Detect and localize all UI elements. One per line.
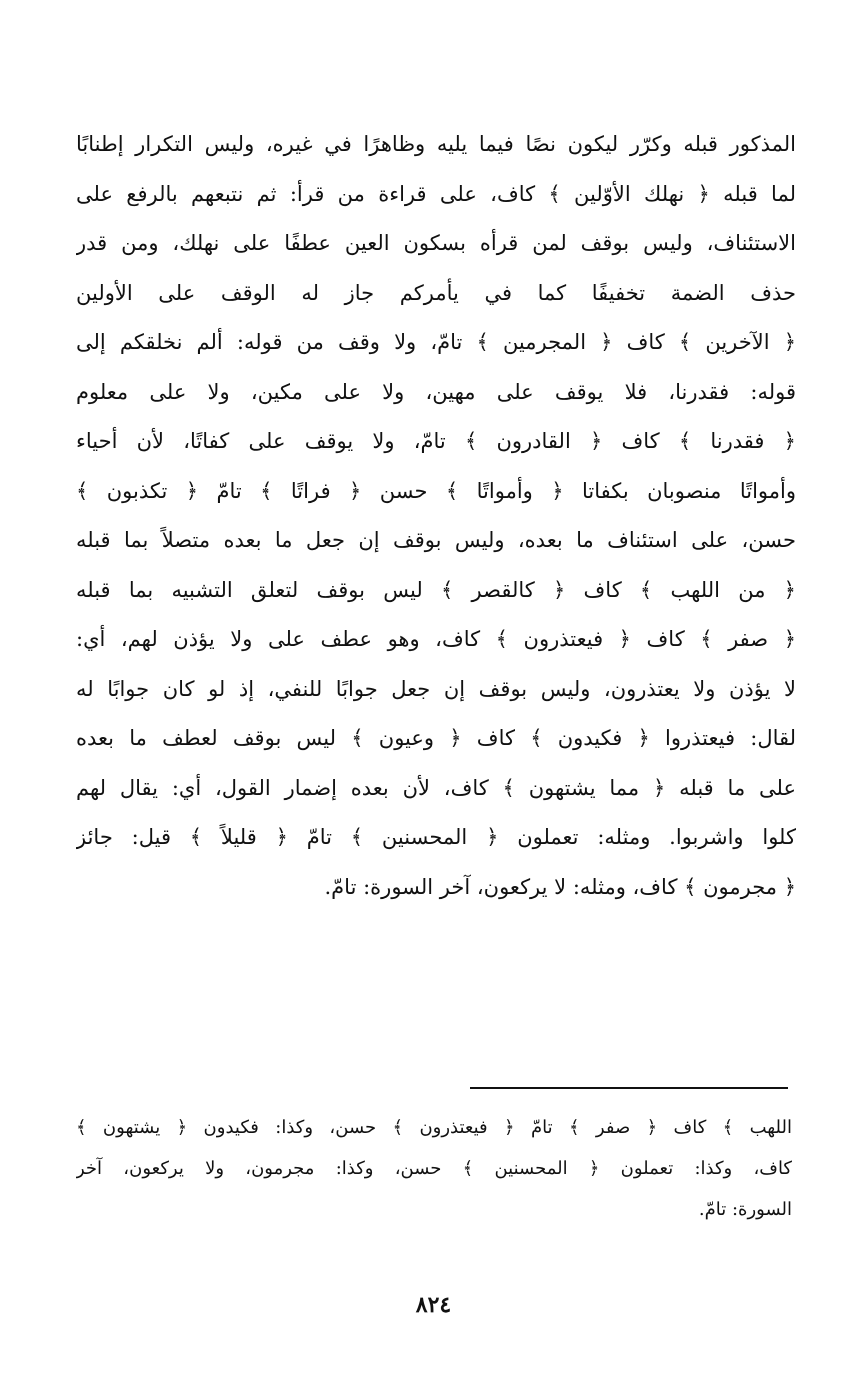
text-line: حذف الضمة تخفيفًا كما في يأمركم جاز له الوقف على الأولين — [76, 280, 796, 305]
text-line: لا يؤذن ولا يعتذرون، وليس بوقف إن جعل جوابًا للنفي، إذ لو كان جوابًا له — [76, 676, 796, 701]
footnote-line: اللهب ﴾ كاف ﴿ صفر ﴾ تامّ ﴿ فيعتذرون ﴾ حسن، وكذا: فكيدون ﴿ يشتهون ﴾ — [76, 1117, 792, 1138]
text-line: ﴿ مجرمون ﴾ كاف، ومثله: لا يركعون، آخر السورة: تامّ. — [324, 874, 796, 899]
text-line: الاستئناف، وليس بوقف لمن قرأه بسكون العين عطفًا على نهلك، ومن قدر — [76, 231, 796, 255]
text-line: حسن، على استئناف ما بعده، وليس بوقف إن جعل ما بعده متصلاً بما قبله — [76, 528, 796, 552]
footnote-line: السورة: تامّ. — [698, 1199, 792, 1220]
text-line: قوله: فقدرنا، فلا يوقف على مهين، ولا على مكين، ولا على معلوم — [76, 379, 796, 404]
text-line: ﴿ من اللهب ﴾ كاف ﴿ كالقصر ﴾ ليس بوقف لتعلق التشبيه بما قبله — [76, 577, 796, 602]
text-line: كلوا واشربوا. ومثله: تعملون ﴿ المحسنين ﴾ تامّ ﴿ قليلاً ﴾ قيل: جائز — [76, 825, 796, 849]
main-text-block — [76, 120, 796, 912]
text-line: لقال: فيعتذروا ﴿ فكيدون ﴾ كاف ﴿ وعيون ﴾ ليس بوقف لعطف ما بعده — [76, 726, 796, 750]
text-line: وأمواتًا منصوبان بكفاتا ﴿ وأمواتًا ﴾ حسن ﴿ فراتًا ﴾ تامّ ﴿ تكذبون ﴾ — [76, 478, 796, 503]
footnote-line: كاف، وكذا: تعملون ﴿ المحسنين ﴾ حسن، وكذا: مجرمون، ولا يركعون، آخر — [76, 1158, 792, 1179]
text-line: ﴿ الآخرين ﴾ كاف ﴿ المجرمين ﴾ تامّ، ولا وقف من قوله: ألم نخلقكم إلى — [76, 330, 796, 354]
text-line: على ما قبله ﴿ مما يشتهون ﴾ كاف، لأن بعده إضمار القول، أي: يقال لهم — [76, 775, 796, 800]
text-line: ﴿ فقدرنا ﴾ كاف ﴿ القادرون ﴾ تامّ، ولا يوقف على كفاتًا، لأن أحياء — [76, 429, 796, 453]
page-number: ٨٢٤ — [415, 1292, 452, 1318]
footnotes-block — [76, 1107, 792, 1230]
text-line: المذكور قبله وكرّر ليكون نصًا فيما يليه وظاهرًا في غيره، وليس التكرار إطنابًا — [76, 132, 796, 156]
footnote-divider — [470, 1087, 788, 1089]
text-line: ﴿ صفر ﴾ كاف ﴿ فيعتذرون ﴾ كاف، وهو عطف على ولا يؤذن لهم، أي: — [76, 627, 796, 651]
text-line: لما قبله ﴿ نهلك الأوّلين ﴾ كاف، على قراءة من قرأ: ثم نتبعهم بالرفع على — [76, 181, 796, 206]
